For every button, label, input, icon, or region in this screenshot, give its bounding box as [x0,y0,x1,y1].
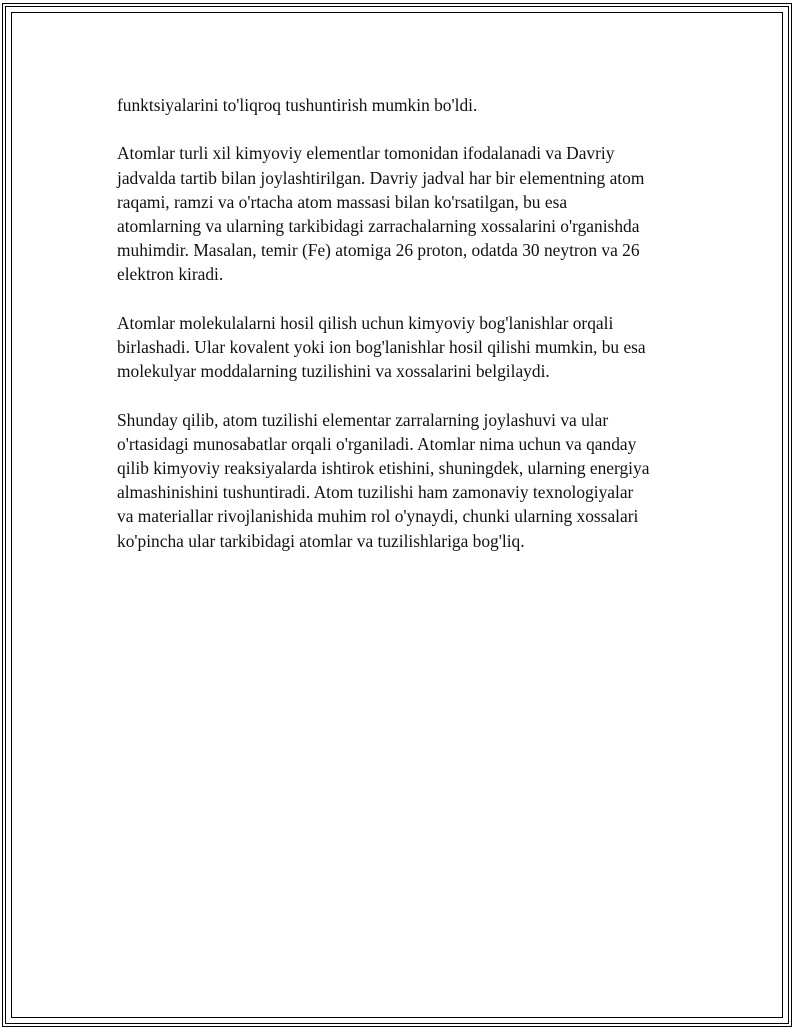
paragraph-conclusion: Shunday qilib, atom tuzilishi elementar zarralarning joylashuvi va ular o'rtasidagi munosabatlar orqali o'rganiladi. Atomlar nima uchun va qanday qilib kimyoviy reaksiyalarda ishtirok etishini, shuningdek, ularning energiya almashinishini tushuntiradi. Atom tuzilishi ham zamonaviy texnologiyalar va materiallar rivojlanishida muhim rol o'ynaydi, chunki ularning xossalari ko'pincha ular tarkibidagi atomlar va tuzilishlariga bog'liq. [117,409,650,551]
paragraph-periodic-table: Atomlar turli xil kimyoviy elementlar tomonidan ifodalanadi va Davriy jadvalda tartib bilan joylashtirilgan. Davriy jadval har bir elementning atom raqami, ramzi va o'rtacha atom massasi bilan ko'rsatilgan, bu esa atomlarning va ularning tarkibidagi zarrachalarning xossalarini o'rganishda muhimdir. Masalan, temir (Fe) atomiga 26 proton, odatda 30 neytron va 26 elektron kiradi. [117,143,645,285]
paragraph-chemical-bonds: Atomlar molekulalarni hosil qilish uchun kimyoviy bog'lanishlar orqali birlashadi. Ular kovalent yoki ion bog'lanishlar hosil qilishi mumkin, bu esa molekulyar moddalarning tuzilishini va xossalarini belgilaydi. [117,312,646,382]
document-body [117,93,697,577]
paragraph-continuation: funktsiyalarini to'liqroq tushuntirish mumkin bo'ldi. [117,95,478,115]
